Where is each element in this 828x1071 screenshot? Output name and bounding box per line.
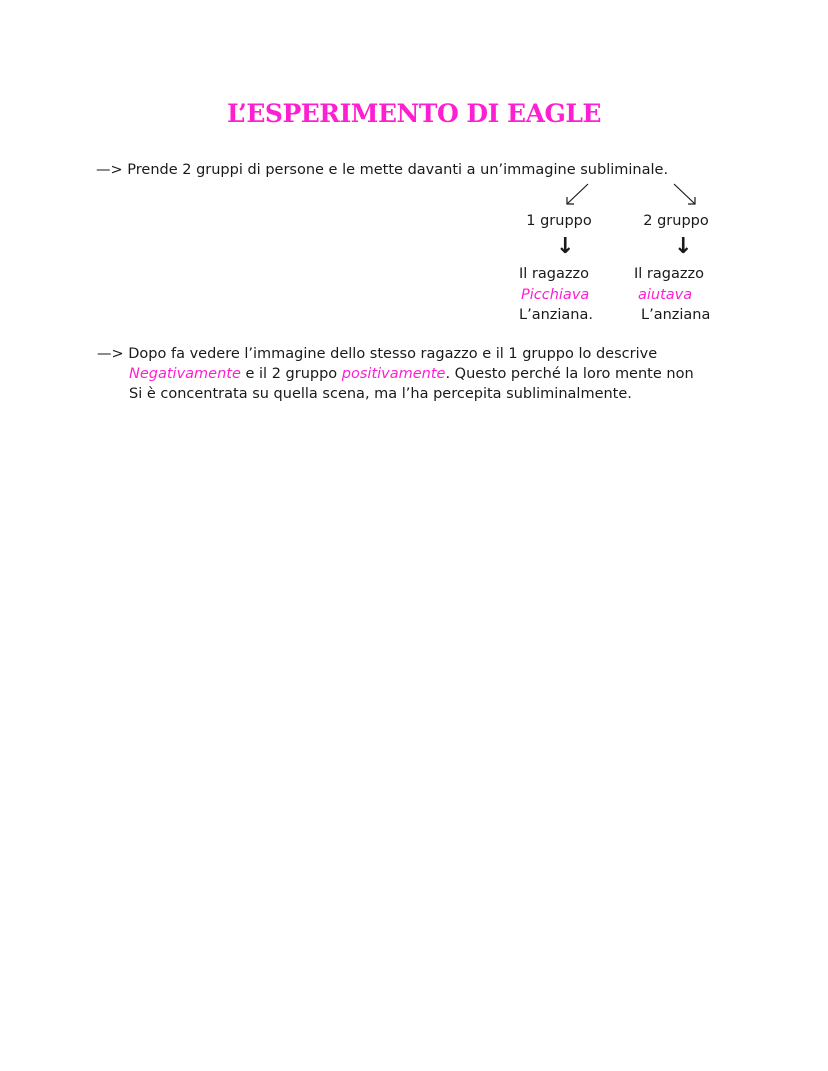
arrow-left-diagonal-icon	[563, 182, 591, 208]
conclusion-arrow: —>	[97, 346, 124, 362]
negatively-word: Negativamente	[129, 366, 241, 382]
group-1-subject: Il ragazzo	[519, 266, 589, 282]
group-2-subject: Il ragazzo	[634, 266, 704, 282]
group-2-label: 2 gruppo	[643, 213, 709, 229]
conclusion-rest: . Questo perché la loro mente non	[445, 366, 694, 382]
conclusion-line-1	[97, 344, 747, 364]
conclusion-text-1: Dopo fa vedere l’immagine dello stesso ragazzo e il 1 gruppo lo descrive	[128, 346, 658, 362]
conclusion-mid: e il 2 gruppo	[245, 366, 338, 382]
intro-text: Prende 2 gruppi di persone e le mette davanti a un’immagine subliminale.	[127, 162, 669, 178]
group-2-object: L’anziana	[641, 307, 711, 323]
group-2-verb: aiutava	[638, 286, 693, 303]
group-2-result	[634, 264, 710, 326]
intro-arrow: —>	[96, 162, 123, 178]
intro-line	[96, 160, 668, 180]
group-1-down-arrow-icon: ↓	[556, 234, 575, 259]
arrow-right-diagonal-icon	[672, 182, 700, 208]
positively-word: positivamente	[341, 366, 446, 382]
group-1-object: L’anziana.	[519, 307, 593, 323]
conclusion-line-3: Si è concentrata su quella scena, ma l’ha percepita subliminalmente.	[129, 386, 632, 402]
group-1-label: 1 gruppo	[526, 213, 592, 229]
group-1-verb: Picchiava	[521, 286, 590, 303]
group-2-down-arrow-icon: ↓	[674, 234, 693, 259]
conclusion-line-2	[97, 364, 747, 384]
page-title: L’ESPERIMENTO DI EAGLE	[227, 99, 601, 128]
conclusion-paragraph	[97, 344, 747, 404]
group-1-result	[519, 264, 593, 326]
